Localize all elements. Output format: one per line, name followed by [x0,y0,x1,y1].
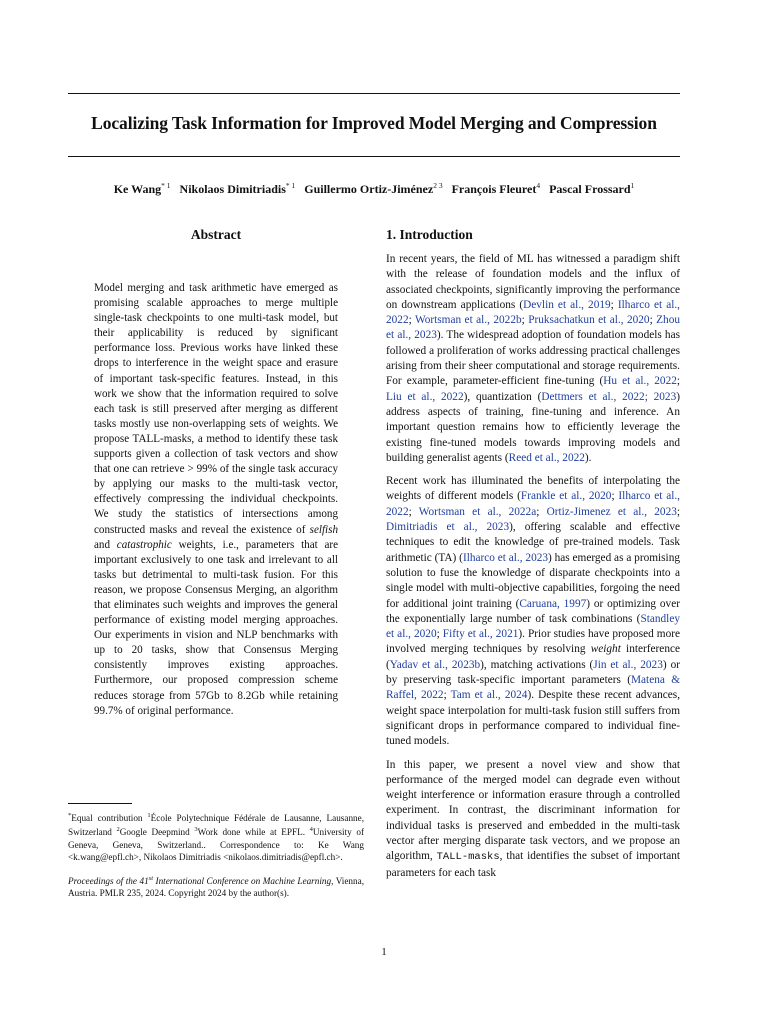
body-text: ), quantization ( [463,390,542,403]
body-text: ; [436,628,443,641]
right-column [386,226,680,889]
citation-link[interactable]: Wortsman et al., 2022b [414,314,522,327]
body-text: ), matching activations ( [480,658,594,671]
intro-paragraph [386,758,680,881]
body-text: In this paper, we present a novel view and show that performance of the merged model can degrade even without weight interference or information erasure through a controlled experiment. In contrast, the discriminant information for individual tasks is preserved and embedded in the multi-task vector after merging disparate task vectors, and we propose an algorithm, [386,758,680,863]
abstract-heading: Abstract [190,227,242,242]
paper-title: Localizing Task Information for Improved Model Merging and Compression [91,113,657,133]
citation-link[interactable]: Hu et al., 2022 [603,375,677,388]
author: François Fleuret$^4$ [451,181,541,196]
page-number: 1 [381,946,387,958]
intro-paragraph [386,474,680,749]
body-text: ) has emerged as a promising solution to fuse the knowledge of disparate checkpoints into a single model with multi-objective capabilities, forgoing the need for additional joint training ( [386,551,680,610]
citation-link[interactable]: Devlin et al., 2019 [523,298,611,311]
body-text: Recent work has illuminated the benefits of interpolating the weights of different models ( [386,475,680,503]
author: Ke Wang$^{* 1}$ [113,181,171,196]
body-text: ; [408,314,415,327]
footnotes [68,803,364,899]
method-name: TALL-masks [436,851,500,864]
citation-link[interactable]: Dimitriadis et al., 2023 [386,521,510,534]
body-text: In recent years, the field of ML has witnessed a paradigm shift with the release of foundation models and the influx of associated checkpoints, significantly improving the performance on downstream applications ( [386,253,680,311]
body-text: ), offering scalable and effective techniques to edit the knowledge of pre-trained models. Task arithmetic (TA) ( [386,521,680,564]
citation-link[interactable]: Ilharco et al., 2022 [386,298,680,327]
citation-link[interactable]: Ilharco et al., 2022 [386,490,681,518]
citation-link[interactable]: Fifty et al., 2021 [442,628,519,641]
citation-link[interactable]: Zhou et al., 2023 [386,314,680,342]
citation-link[interactable]: Caruana, 1997 [519,597,587,610]
citation-link[interactable]: Tam et al., 2024 [450,689,528,702]
body-text: , that identifies the subset of important parameters for each task [386,850,680,879]
footnote-rule [68,803,132,804]
body-text: ; [443,689,451,702]
author-list [68,181,680,197]
citation-link[interactable]: Pruksachatkun et al., 2020 [528,314,650,327]
intro-paragraph [386,252,680,466]
title-top-rule [68,93,680,94]
author: Pascal Frossard$^1$ [549,181,635,196]
body-text: ; [521,314,529,327]
citation-link[interactable]: Dettmers et al., 2022; 2023 [541,390,677,403]
left-column [68,226,364,719]
citation-link[interactable]: Ortiz-Jimenez et al., 2023 [546,505,677,518]
body-text: ). [584,451,592,464]
citation-link[interactable]: Jin et al., 2023 [593,658,663,671]
citation-link[interactable]: Frankle et al., 2020 [520,490,612,503]
body-text: ; [676,375,681,388]
citation-link[interactable]: Wortsman et al., 2022a [418,505,537,518]
body-text: ; [611,490,619,503]
body-text: ) or optimizing over the exponentially large number of task combinations ( [386,597,680,625]
abstract-body: Model merging and task arithmetic have emerged as promising scalable approaches to merge multiple single-task checkpoints to one multi-task model, but their applicability is reduced by significant performance loss. Previous works have linked these drops to interference in the weight space and erasure of important task-specific features. Instead, in this work we show that the information required to solve each task is still preserved after merging as different tasks mostly use non-overlapping sets of weights. We propose TALL-masks, a method to identify these task supports given a collection of task vectors and show that one can retrieve > 99% of the single task accuracy by applying our masks to the multi-task vector, effectively compressing the individual checkpoints. We study the statistics of intersections among constructed masks and reveal the existence of selfish and catastrophic weights, i.e., parameters that are important exclusively to one task and irrelevant to all tasks but detrimental to multi-task fusion. For this reason, we propose Consensus Merging, an algorithm that eliminates such weights and improves the general performance of existing model merging approaches. Our experiments in vision and NLP benchmarks with up to 20 tasks, show that Consensus Merging consistently improves existing approaches. Furthermore, our proposed compression scheme reduces storage from 57Gb to 8.2Gb while retaining 99.7% of original performance. [94,282,338,717]
introduction-heading: 1. Introduction [386,227,473,242]
citation-link[interactable]: Yadav et al., 2023b [389,658,481,671]
citation-link[interactable]: Liu et al., 2022 [386,390,464,403]
title-bottom-rule [68,156,680,157]
citation-link[interactable]: Standley et al., 2020 [386,612,680,641]
body-text: ; [536,505,547,518]
citation-link[interactable]: Matena & Raffel, 2022 [386,674,680,702]
author: Nikolaos Dimitriadis$^{* 1}$ [179,181,296,196]
affiliation-footnote: *Equal contribution $^1$École Polytechnique Fédérale de Lausanne, Lausanne, Switzerland $^2$Google Deepmind $^3$Work done while at EPFL. $^4$University of Geneva, Geneva, Switzerland.. Correspondence to: Ke Wang <k.wang@epfl.ch>, Nikolaos Dimitriadis <nikolaos.dimitriadis@epfl.ch>. [68,812,365,862]
proceedings-note: Proceedings of the 41st International Conference on Machine Learning, Vienna, Austria. PMLR 235, 2024. Copyright 2024 by the author(s). [68,874,364,899]
body-text: ) or by preserving task-specific important parameters ( [386,658,680,687]
emphasis-text: weight [590,643,621,656]
body-text: ). Despite these recent advances, weight space interpolation for multi-task fusion still suffers from significant drops in performance compared to individual fine-tuned models. [386,689,681,748]
citation-link[interactable]: Ilharco et al., 2023 [462,551,549,564]
body-text: ) address aspects of training, fine-tuning and inference. An important question remains how to efficiently leverage the existing fine-tuned models towards improving models and building generalist agents ( [386,390,680,464]
body-text: ; [610,298,618,311]
citation-link[interactable]: Reed et al., 2022 [508,451,585,464]
body-text: ). Prior studies have proposed more involved merging techniques by resolving [386,628,681,656]
body-text: ). The widespread adoption of foundation models has followed a proliferation of works addressing practical challenges arising from their sheer computational and storage requirements. For example, parameter-efficient fine-tuning ( [386,329,680,388]
body-text: ; [649,314,657,327]
body-text: ; [408,505,419,518]
author: Guillermo Ortiz-Jiménez$^{2 3}$ [304,181,443,196]
body-text: ; [676,505,681,518]
body-text: interference ( [386,643,680,671]
